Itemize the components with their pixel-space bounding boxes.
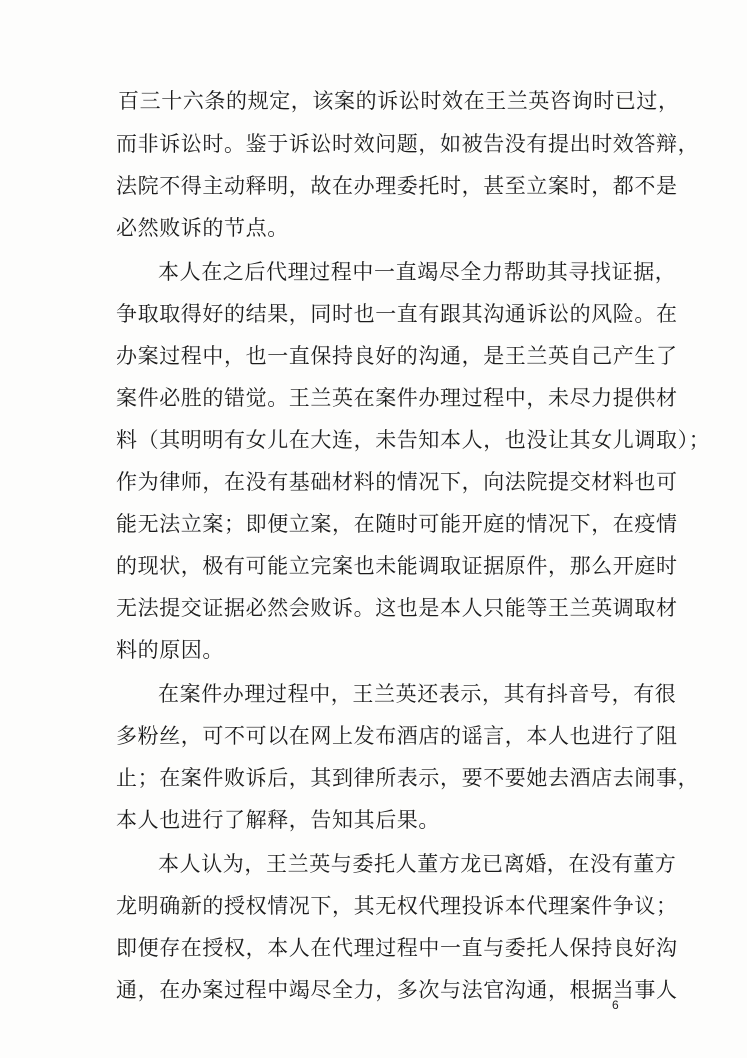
text-line: 争取取得好的结果，同时也一直有跟其沟通诉讼的风险。在 [116, 302, 678, 326]
text-line: 料（其明明有女儿在大连，未告知本人，也没让其女儿调取）； [116, 428, 711, 452]
text-line: 即便存在授权，本人在代理过程中一直与委托人保持良好沟 [116, 936, 678, 960]
text-line: 办案过程中，也一直保持良好的沟通，是王兰英自己产生了 [116, 344, 678, 368]
text-line: 必然败诉的节点。 [116, 216, 289, 240]
text-line: 本人认为，王兰英与委托人董方龙已离婚，在没有董方 [158, 852, 677, 876]
text-line: 案件必胜的错觉。王兰英在案件办理过程中，未尽力提供材 [116, 386, 678, 410]
page-number: 6 [612, 998, 619, 1012]
text-line: 无法提交证据必然会败诉。这也是本人只能等王兰英调取材 [116, 596, 678, 620]
text-line: 通，在办案过程中竭尽全力，多次与法官沟通，根据当事人 [116, 978, 678, 1002]
text-line: 在案件办理过程中，王兰英还表示，其有抖音号，有很 [158, 682, 677, 706]
text-line: 法院不得主动释明，故在办理委托时，甚至立案时，都不是 [116, 174, 678, 198]
text-line: 能无法立案；即便立案，在随时可能开庭的情况下，在疫情 [116, 512, 678, 536]
text-line: 料的原因。 [116, 638, 224, 662]
text-line: 本人也进行了解释，告知其后果。 [116, 808, 440, 832]
text-line: 龙明确新的授权情况下，其无权代理投诉本代理案件争议； [116, 894, 678, 918]
text-line: 作为律师，在没有基础材料的情况下，向法院提交材料也可 [116, 470, 678, 494]
text-line: 多粉丝，可不可以在网上发布酒店的谣言，本人也进行了阻 [116, 724, 678, 748]
text-line: 本人在之后代理过程中一直竭尽全力帮助其寻找证据， [158, 260, 677, 284]
text-line: 百三十六条的规定，该案的诉讼时效在王兰英咨询时已过， [118, 89, 680, 113]
text-line: 而非诉讼时。鉴于诉讼时效问题，如被告没有提出时效答辩， [116, 132, 700, 156]
text-line: 止；在案件败诉后，其到律所表示，要不要她去酒店去闹事， [116, 766, 700, 790]
text-line: 的现状，极有可能立完案也未能调取证据原件，那么开庭时 [116, 554, 678, 578]
